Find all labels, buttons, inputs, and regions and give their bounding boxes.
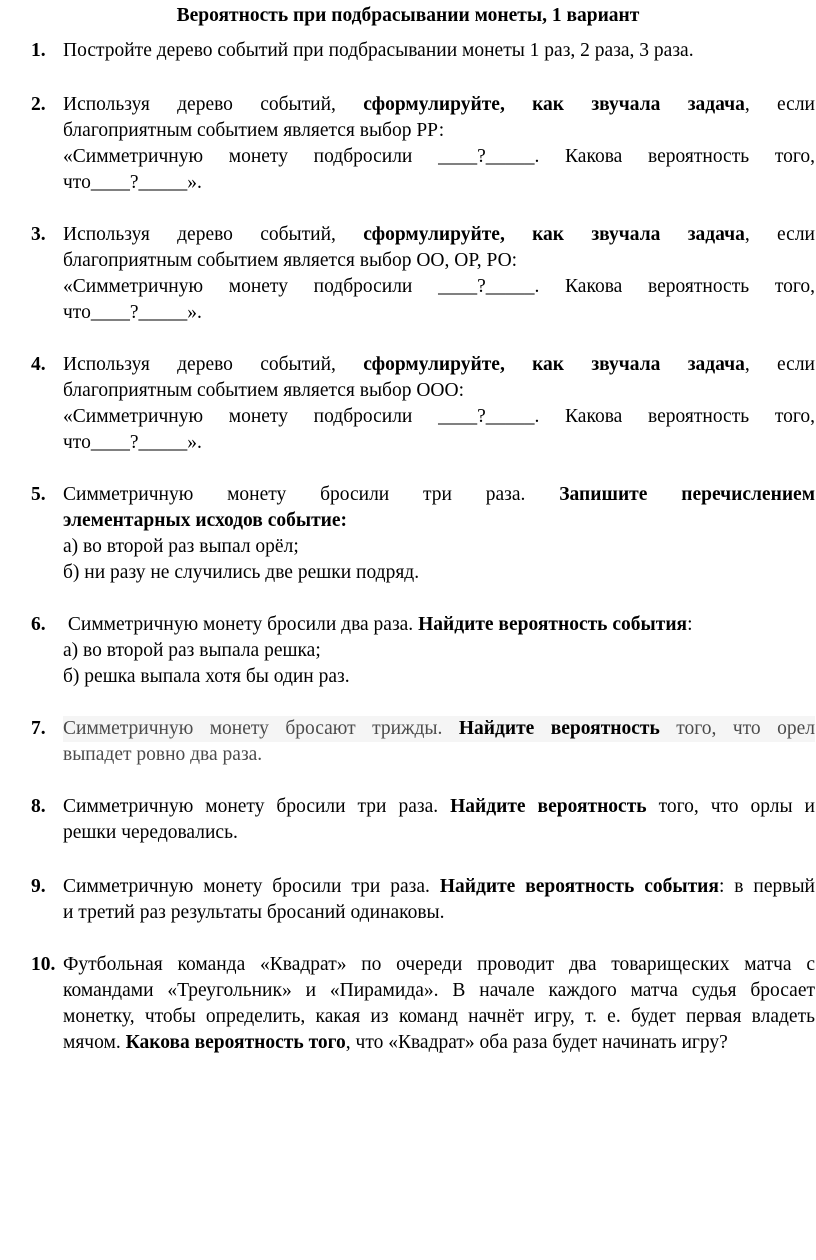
task-number: 4. xyxy=(31,354,46,375)
task-line: монетку, чтобы определить, какая из команд начнёт игру, т. е. будет первая владеть xyxy=(63,1006,815,1027)
task-text xyxy=(63,612,815,690)
task-number: 7. xyxy=(31,718,46,739)
task-line: элементарных исходов событие: xyxy=(63,510,348,531)
task-line: командами «Треугольник» и «Пирамида». В начале каждого матча судья бросает xyxy=(63,980,815,1001)
task-number: 10. xyxy=(31,954,56,975)
task-line: решки чередовались. xyxy=(63,822,238,843)
task-line: Используя дерево событий, сформулируйте, как звучала задача, если xyxy=(63,354,815,375)
task-line: а) во второй раз выпал орёл; xyxy=(63,536,299,557)
task-line: что____?_____». xyxy=(63,432,202,453)
task-text xyxy=(63,952,815,1056)
task-line: что____?_____». xyxy=(63,172,202,193)
task-line: «Симметричную монету подбросили ____?_____. Какова вероятность того, xyxy=(63,146,815,167)
task-text xyxy=(63,352,815,456)
task-line: а) во второй раз выпала решка; xyxy=(63,640,321,661)
task-text xyxy=(63,92,815,196)
task-line: и третий раз результаты бросаний одинаковы. xyxy=(63,902,445,923)
task-number: 8. xyxy=(31,796,46,817)
task-text xyxy=(63,874,815,926)
task-line: Используя дерево событий, сформулируйте, как звучала задача, если xyxy=(63,94,815,115)
task-number: 2. xyxy=(31,94,46,115)
task-line: что____?_____». xyxy=(63,302,202,323)
task-text xyxy=(63,38,815,64)
task-line: Симметричную монету бросили три раза. Запишите перечислением xyxy=(63,484,815,505)
task-text xyxy=(63,222,815,326)
task-line: б) ни разу не случились две решки подряд. xyxy=(63,562,420,583)
task-number: 6. xyxy=(31,614,46,635)
task-line: Используя дерево событий, сформулируйте, как звучала задача, если xyxy=(63,224,815,245)
task-line: «Симметричную монету подбросили ____?_____. Какова вероятность того, xyxy=(63,406,815,427)
task-line: Симметричную монету бросили три раза. Найдите вероятность события: в первый xyxy=(63,876,815,897)
task-text xyxy=(63,794,815,846)
task-line: благоприятным событием является выбор ОО, ОР, РО: xyxy=(63,250,518,271)
task-number: 5. xyxy=(31,484,46,505)
task-line: благоприятным событием является выбор РР: xyxy=(63,120,445,141)
task-line: «Симметричную монету подбросили ____?_____. Какова вероятность того, xyxy=(63,276,815,297)
task-line: Симметричную монету бросили три раза. Найдите вероятность того, что орлы и xyxy=(63,796,815,817)
task-line: мячом. Какова вероятность того, что «Квадрат» оба раза будет начинать игру? xyxy=(63,1032,728,1053)
task-number: 9. xyxy=(31,876,46,897)
task-line: Футбольная команда «Квадрат» по очереди проводит два товарищеских матча с xyxy=(63,954,815,975)
task-text xyxy=(63,482,815,586)
task-line: б) решка выпала хотя бы один раз. xyxy=(63,666,350,687)
task-line: Симметричную монету бросают трижды. Найдите вероятность того, что орел xyxy=(63,716,815,742)
task-line: выпадет ровно два раза. xyxy=(63,744,263,765)
document-title: Вероятность при подбрасывании монеты, 1 вариант xyxy=(176,5,640,26)
task-line: Постройте дерево событий при подбрасывании монеты 1 раз, 2 раза, 3 раза. xyxy=(63,40,694,61)
task-line: благоприятным событием является выбор ООО: xyxy=(63,380,465,401)
task-number: 1. xyxy=(31,40,46,61)
task-number: 3. xyxy=(31,224,46,245)
task-line: Симметричную монету бросили два раза. Найдите вероятность события: xyxy=(63,614,693,635)
task-text xyxy=(63,716,815,768)
